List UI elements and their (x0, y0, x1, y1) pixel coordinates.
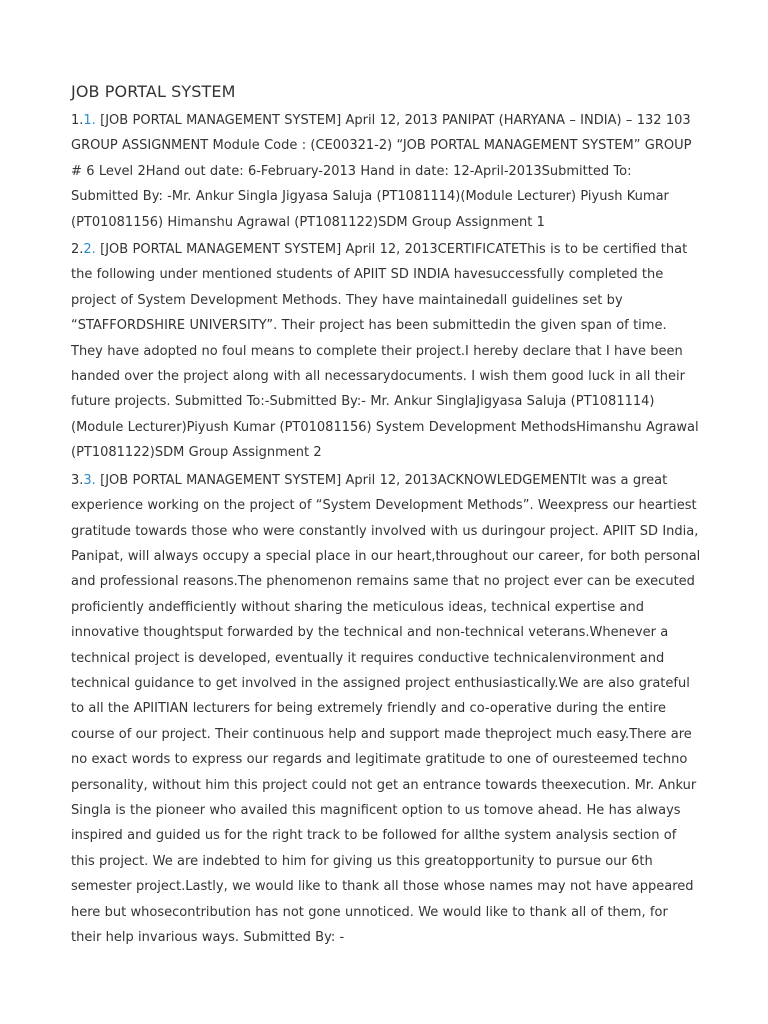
document-title: JOB PORTAL SYSTEM (71, 82, 236, 101)
paragraph-1 (71, 108, 701, 235)
paragraph-1-text: [JOB PORTAL MANAGEMENT SYSTEM] April 12, 2013 PANIPAT (HARYANA – INDIA) – 132 103 GROUP ASSIGNMENT Module Code : (CE00321-2) “JOB PORTAL MANAGEMENT SYSTEM” GROUP # 6 Level 2Hand out date: 6-February-2013 Hand in date: 12-April-2013Submitted To: Submitted By: -Mr. Ankur Singla Jigyasa Saluja (PT1081114)(Module Lecturer) Piyush Kumar (PT01081156) Himanshu Agrawal (PT1081122)SDM Group Assignment 1 (71, 113, 692, 230)
paragraph-3-text: [JOB PORTAL MANAGEMENT SYSTEM] April 12, 2013ACKNOWLEDGEMENTIt was a great experience working on the project of “System Development Methods”. Weexpress our heartiest gratitude towards those who were constantly involved with us duringour project. APIIT SD India, Panipat, will always occupy a special place in our heart,throughout our career, for both personal and professional reasons.The phenomenon remains same that no project ever can be executed proficiently andefficiently without sharing the meticulous ideas, technical expertise and innovative thoughtsput forwarded by the technical and non-technical veterans.Whenever a technical project is developed, eventually it requires conductive technicalenvironment and technical guidance to get involved in the assigned project enthusiastically.We are also grateful to all the APIITIAN lecturers for being extremely friendly and co-operative during the entire course of our project. Their continuous help and support made theproject much easy.There are no exact words to express our regards and legitimate gratitude to one of ouresteemed techno personality, without him this project could not get an entrance towards theexecution. Mr. Ankur Singla is the pioneer who availed this magnificent option to us tomove ahead. He has always inspired and guided us for the right track to be followed for allthe system analysis section of this project. We are indebted to him for giving us this greatopportunity to pursue our 6th semester project.Lastly, we would like to thank all those whose names may not have appeared here but whosecontribution has not gone unnoticed. We would like to thank all of them, for their help invarious ways. Submitted By: - (71, 472, 701, 945)
paragraph-2-number: 2. (71, 242, 84, 258)
paragraph-1-link[interactable]: 1. (83, 113, 96, 128)
paragraph-1-number: 1. (71, 113, 84, 128)
document-body (71, 80, 701, 952)
paragraph-2-text: [JOB PORTAL MANAGEMENT SYSTEM] April 12, 2013CERTIFICATEThis is to be certified that the following under mentioned students of APIIT SD INDIA havesuccessfully completed the project of System Development Methods. They have maintainedall guidelines set by “STAFFORDSHIRE UNIVERSITY”. Their project has been submittedin the given span of time. They have adopted no foul means to complete their project.I hereby declare that I have been handed over the project along with all necessarydocuments. I wish them good luck in all their future projects. Submitted To:-Submitted By:- Mr. Ankur SinglaJigyasa Saluja (PT1081114) (Module Lecturer)Piyush Kumar (PT01081156) System Development MethodsHimanshu Agrawal (PT1081122)SDM Group Assignment 2 (71, 242, 699, 461)
paragraph-3-number: 3. (71, 472, 84, 488)
paragraph-2 (71, 237, 701, 466)
paragraph-2-link[interactable]: 2. (83, 242, 96, 258)
paragraph-3 (71, 468, 701, 951)
paragraph-3-link[interactable]: 3. (83, 472, 96, 488)
